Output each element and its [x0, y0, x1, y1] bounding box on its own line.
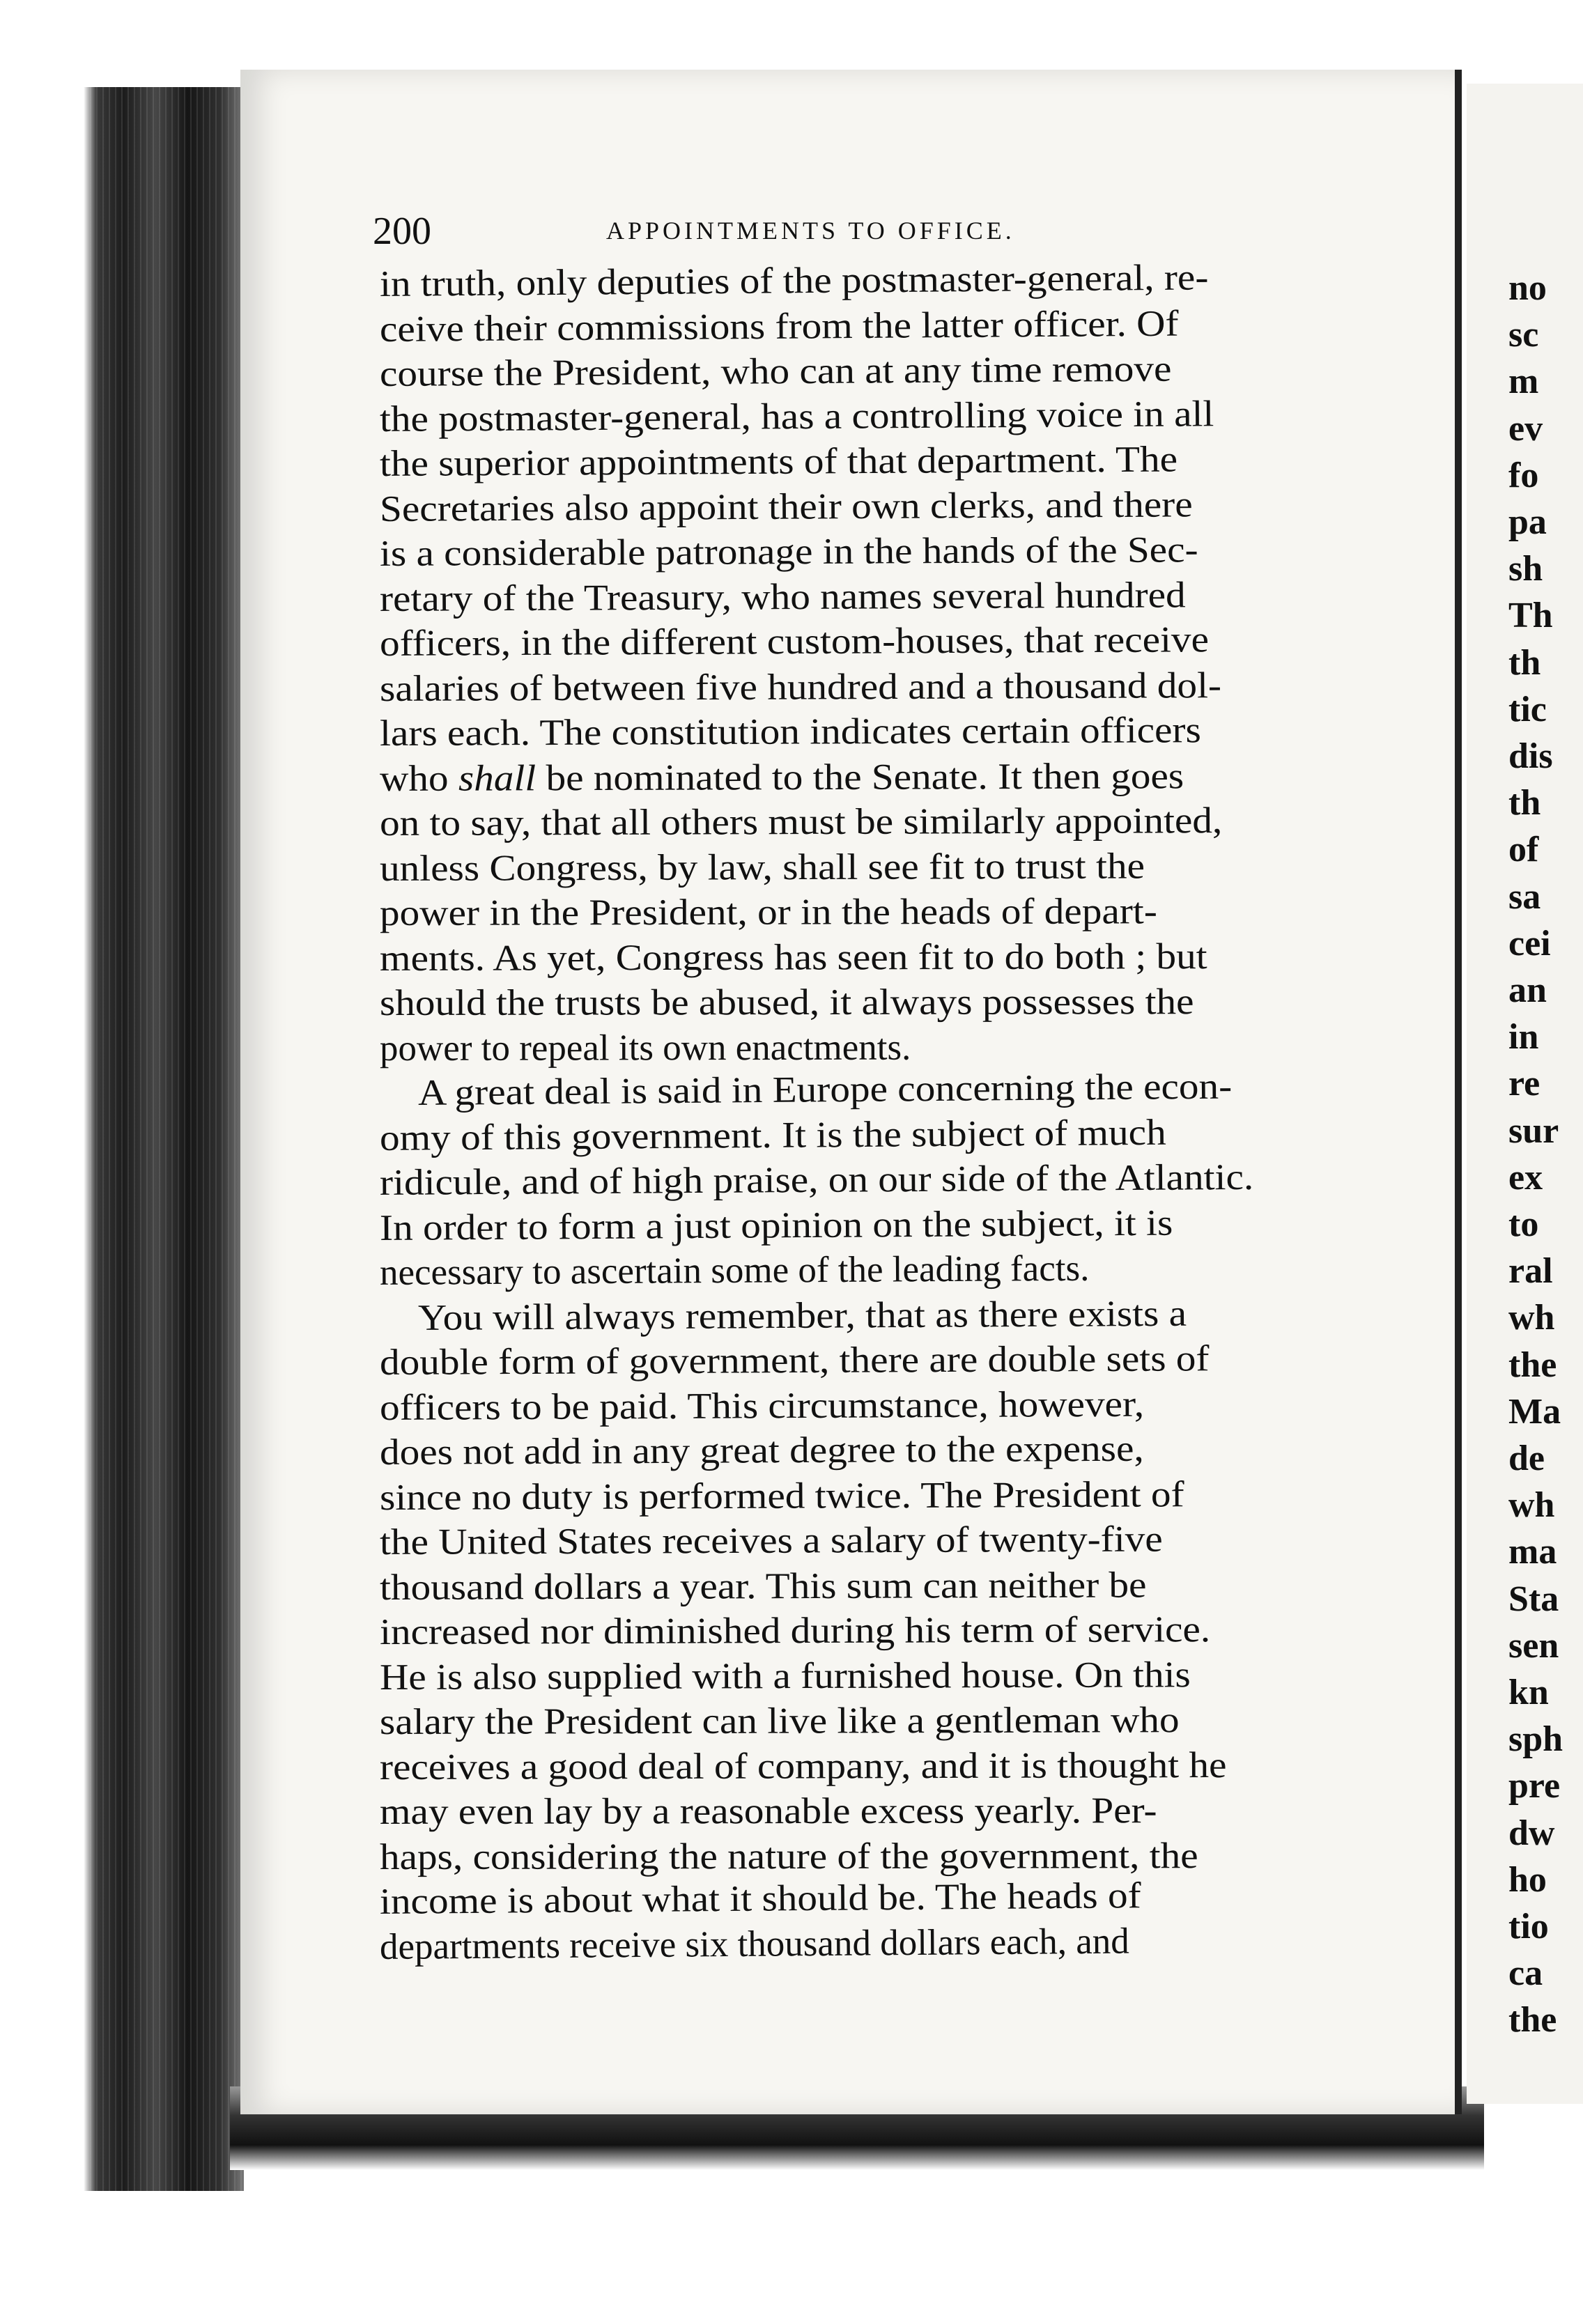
text-line: since no duty is performed twice. The President of [379, 1473, 1184, 1518]
facing-page-line: sc [1508, 315, 1539, 355]
facing-page-line: in [1508, 1017, 1539, 1058]
text-line: should the trusts be abused, it always possesses the [379, 982, 1194, 1023]
facing-page-line: an [1508, 970, 1547, 1010]
facing-page-line: cei [1508, 923, 1551, 963]
facing-page-line: the [1508, 1345, 1557, 1385]
text-line: unless Congress, by law, shall see fit to trust the [379, 845, 1145, 889]
text-line: omy of this government. It is the subject of much [379, 1112, 1166, 1159]
text-line: officers, in the different custom-houses, that receive [379, 619, 1210, 664]
text-line: lars each. The constitution indicates certain officers [379, 710, 1201, 754]
text-line: ments. As yet, Congress has seen fit to do both ; but [379, 936, 1207, 979]
facing-page-line: dis [1508, 736, 1553, 776]
facing-page-line: pre [1508, 1766, 1561, 1806]
facing-page-line: kn [1508, 1673, 1549, 1712]
text-line: salaries of between five hundred and a thousand dol- [379, 665, 1222, 709]
facing-page-line: pa [1508, 502, 1547, 542]
facing-page-line: ral [1508, 1251, 1553, 1292]
text-line: departments receive six thousand dollars each, and [379, 1921, 1130, 1967]
facing-page-line: tic [1508, 689, 1547, 729]
facing-page-line: sa [1508, 876, 1541, 917]
facing-page-line: ex [1508, 1157, 1543, 1198]
text-line: In order to form a just opinion on the subject, it is [379, 1202, 1173, 1248]
text-line: He is also supplied with a furnished house. On this [379, 1654, 1191, 1698]
text-line: power in the President, or in the heads of depart- [379, 891, 1157, 934]
text-line: haps, considering the nature of the government, the [379, 1835, 1198, 1877]
facing-page-line: sh [1508, 549, 1543, 589]
text-line: who shall be nominated to the Senate. It then goes [379, 755, 1184, 799]
text-line: increased nor diminished during his term of service. [379, 1609, 1211, 1652]
facing-page-line: sur [1508, 1110, 1559, 1151]
text-line: income is about what it should be. The heads of [379, 1875, 1141, 1922]
facing-page-fragment [1467, 84, 1583, 2104]
facing-page-line: dw [1508, 1813, 1555, 1853]
facing-page-line: Ma [1508, 1391, 1561, 1432]
text-line: the United States receives a salary of twenty-five [379, 1519, 1163, 1563]
text-line: ceive their commissions from the latter officer. Of [379, 303, 1179, 350]
text-line: course the President, who can at any time remove [379, 348, 1172, 394]
text-line: necessary to ascertain some of the leading facts. [379, 1248, 1090, 1293]
text-line: A great deal is said in Europe concerning the econ- [417, 1066, 1233, 1113]
text-line: officers to be paid. This circumstance, however, [379, 1384, 1145, 1428]
facing-page-line: ev [1508, 408, 1543, 449]
text-line: receives a good deal of company, and it is thought he [379, 1744, 1227, 1788]
text-line: in truth, only deputies of the postmaster-general, re- [379, 257, 1209, 304]
facing-page-line: de [1508, 1439, 1545, 1478]
facing-page-line: the [1508, 2000, 1557, 2040]
facing-page-line: Sta [1508, 1579, 1559, 1619]
facing-page-line: of [1508, 830, 1539, 870]
facing-page-line: sen [1508, 1625, 1559, 1666]
text-line: ridicule, and of high praise, on our side of the Atlantic. [379, 1156, 1254, 1203]
text-line: may even lay by a reasonable excess yearly. Per- [379, 1790, 1157, 1832]
facing-page-line: re [1508, 1064, 1540, 1104]
text-line: You will always remember, that as there exists a [417, 1293, 1187, 1338]
page-fold-line [1455, 70, 1462, 2114]
text-line: does not add in any great degree to the expense, [379, 1428, 1144, 1473]
text-line: double form of government, there are double sets of [379, 1338, 1210, 1383]
facing-page-line: ca [1508, 1953, 1543, 1994]
text-line: salary the President can live like a gentleman who [379, 1700, 1180, 1742]
facing-page-line: th [1508, 783, 1541, 823]
text-line: Secretaries also appoint their own clerks, and there [379, 483, 1193, 529]
facing-page-line: ho [1508, 1859, 1547, 1900]
text-line: thousand dollars a year. This sum can neither be [379, 1564, 1147, 1608]
facing-page-line: wh [1508, 1485, 1555, 1526]
facing-page-line: fo [1508, 455, 1539, 495]
running-head: APPOINTMENTS TO OFFICE. [606, 217, 1015, 245]
facing-page-line: ma [1508, 1532, 1557, 1572]
facing-page-line: no [1508, 268, 1547, 308]
text-line: retary of the Treasury, who names several hundred [379, 574, 1186, 619]
facing-page-line: th [1508, 642, 1541, 683]
text-line: is a considerable patronage in the hands of the Sec- [379, 529, 1198, 574]
page-number: 200 [373, 210, 431, 253]
facing-page-line: to [1508, 1204, 1539, 1244]
book-edge-gutter [84, 87, 244, 2191]
text-line: the postmaster-general, has a controlling voice in all [379, 393, 1214, 440]
text-line: on to say, that all others must be similarly appointed, [379, 800, 1223, 844]
facing-page-line: m [1508, 362, 1539, 402]
facing-page-line: sph [1508, 1719, 1563, 1760]
facing-page-line: Th [1508, 596, 1553, 636]
text-line: power to repeal its own enactments. [379, 1027, 911, 1069]
facing-page-line: wh [1508, 1298, 1555, 1338]
text-line: the superior appointments of that department. The [379, 439, 1178, 484]
facing-page-line: tio [1508, 1907, 1549, 1946]
